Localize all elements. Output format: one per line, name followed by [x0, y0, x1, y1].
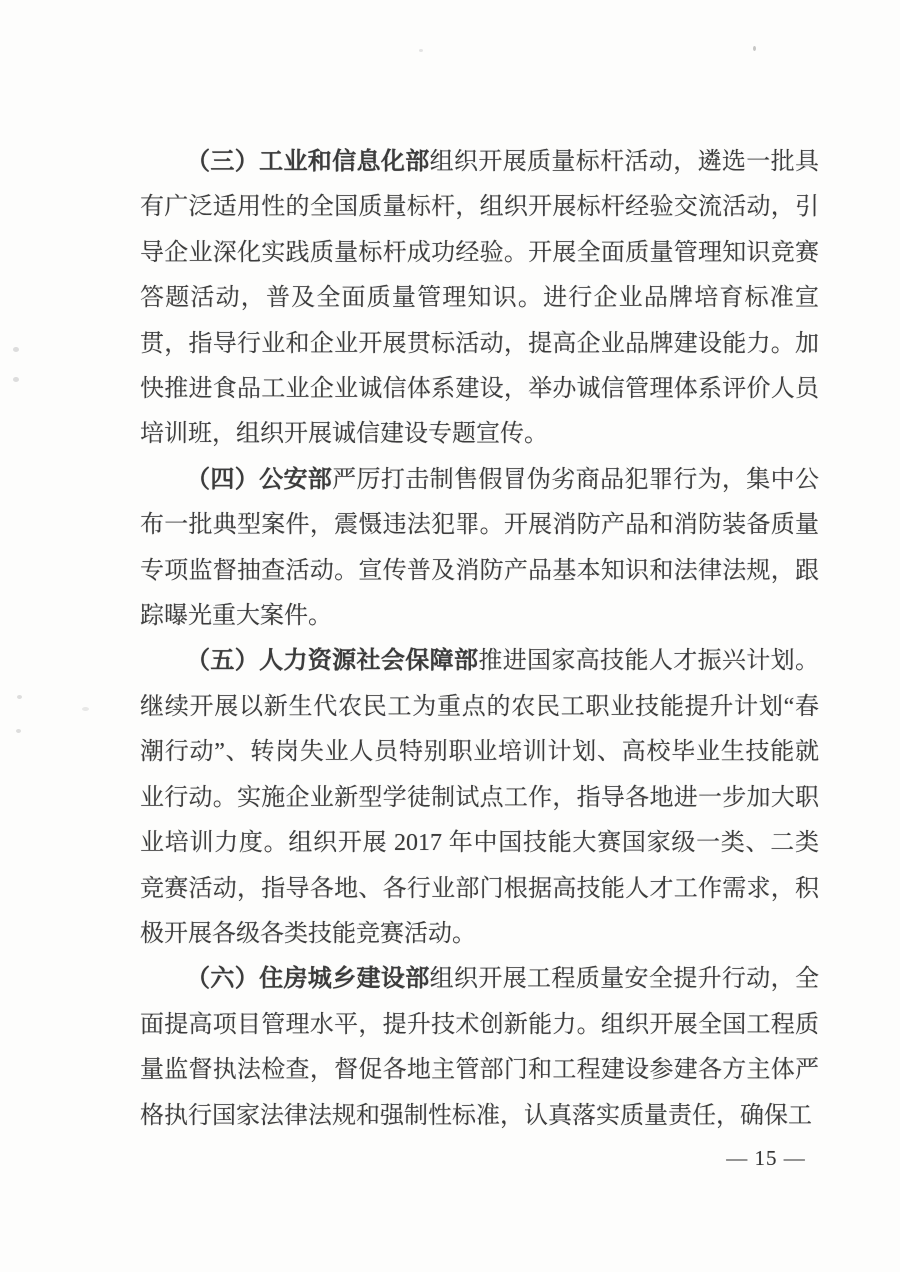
paragraph-ministry-industry-it: [140, 140, 819, 458]
document-body: [140, 140, 819, 1139]
scan-speck-artifact: [16, 729, 21, 733]
paragraph-text: 组织开展质量标杆活动，遴选一批具有广泛适用性的全国质量标杆，组织开展标杆经验交流活动，引导企业深化实践质量标杆成功经验。开展全面质量管理知识竞赛答题活动，普及全面质量管理知识。进行企业品牌培育标准宣贯，指导行业和企业开展贯标活动，提高企业品牌建设能力。加快推进食品工业企业诚信体系建设，举办诚信管理体系评价人员培训班，组织开展诚信建设专题宣传。: [140, 149, 820, 448]
section-heading-mohrss: （五）人力资源社会保障部: [186, 648, 479, 675]
section-heading-mps: （四）公安部: [186, 466, 333, 493]
scan-speck-artifact: [13, 347, 19, 352]
paragraph-housing-construction: [140, 957, 819, 1139]
paragraph-public-security: [140, 458, 819, 640]
paragraph-text: 推进国家高技能人才振兴计划。继续开展以新生代农民工为重点的农民工职业技能提升计划“春潮行动”、转岗失业人员特别职业培训计划、高校毕业生技能就业行动。实施企业新型学徒制试点工作，指导各地进一步加大职业培训力度。组织开展 2017 年中国技能大赛国家级一类、二类竞赛活动，指导各地、各行业部门根据高技能人才工作需求，积极开展各级各类技能竞赛活动。: [140, 648, 820, 947]
section-heading-miit: （三）工业和信息化部: [186, 149, 430, 175]
scan-speck-artifact: [17, 695, 22, 699]
paragraph-human-resources: [140, 639, 819, 957]
scan-speck-artifact: [13, 377, 19, 382]
scan-speck-artifact: [419, 49, 423, 52]
paragraph-text: 组织开展工程质量安全提升行动，全面提高项目管理水平，提升技术创新能力。组织开展全国工程质量监督执法检查，督促各地主管部门和工程建设参建各方主体严格执行国家法律法规和强制性标准，认真落实质量责任，确保工: [140, 966, 820, 1129]
section-heading-mohurd: （六）住房城乡建设部: [186, 966, 430, 993]
page-number: — 15 —: [726, 1146, 806, 1170]
paragraph-text: 严厉打击制售假冒伪劣商品犯罪行为，集中公布一批典型案件，震慑违法犯罪。开展消防产品和消防装备质量专项监督抽查活动。宣传普及消防产品基本知识和法律法规，跟踪曝光重大案件。: [140, 466, 820, 630]
scan-speck-artifact: [82, 707, 89, 711]
scan-speck-artifact: [753, 46, 756, 51]
